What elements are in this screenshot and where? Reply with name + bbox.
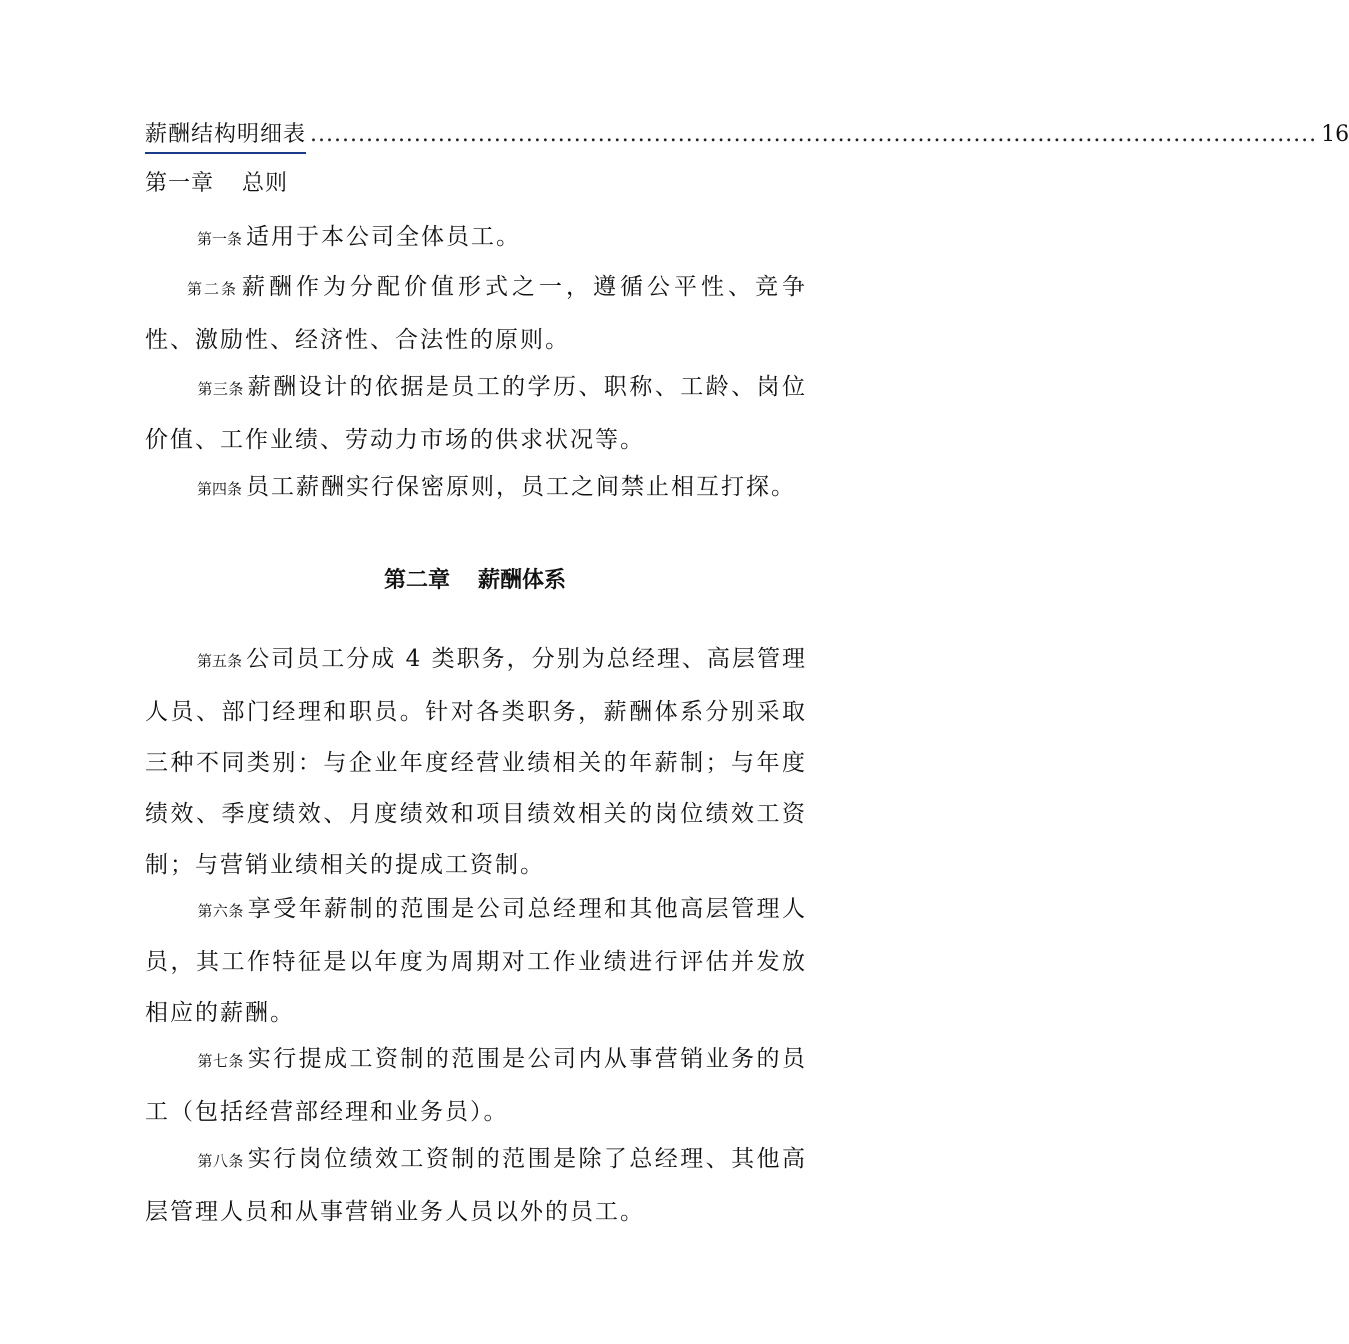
article-2 <box>145 262 807 366</box>
toc-leader-dots: .............................................................................................................................. <box>310 122 1318 147</box>
article-4-label: 第四条 <box>197 480 243 498</box>
article-2-text: 薪酬作为分配价值形式之一，遵循公平性、竞争性、激励性、经济性、合法性的原则。 <box>145 274 807 353</box>
article-6-label: 第六条 <box>197 902 244 920</box>
article-6 <box>145 884 807 1039</box>
article-7-label: 第七条 <box>197 1052 244 1070</box>
chapter-1-title: 总则 <box>242 171 289 196</box>
chapter-1-heading <box>145 167 288 201</box>
article-8-label: 第八条 <box>197 1152 244 1170</box>
article-7-text: 实行提成工资制的范围是公司内从事营销业务的员工（包括经营部经理和业务员）。 <box>145 1046 807 1125</box>
article-5-label: 第五条 <box>197 652 243 670</box>
article-3-text: 薪酬设计的依据是员工的学历、职称、工龄、岗位价值、工作业绩、劳动力市场的供求状况等。 <box>145 374 807 453</box>
article-7 <box>145 1034 807 1138</box>
chapter-2-heading <box>0 562 950 600</box>
article-1-text: 适用于本公司全体员工。 <box>246 224 522 250</box>
chapter-2-title: 薪酬体系 <box>478 568 567 593</box>
article-4 <box>145 462 807 515</box>
article-8 <box>145 1134 807 1238</box>
article-4-text: 员工薪酬实行保密原则，员工之间禁止相互打探。 <box>246 474 797 500</box>
article-8-text: 实行岗位绩效工资制的范围是除了总经理、其他高层管理人员和从事营销业务人员以外的员工。 <box>145 1146 807 1225</box>
article-3-label: 第三条 <box>197 380 244 398</box>
article-2-label: 第二条 <box>185 280 238 298</box>
article-5-text: 公司员工分成 4 类职务，分别为总经理、高层管理人员、部门经理和职员。针对各类职务，薪酬体系分别采取三种不同类别：与企业年度经营业绩相关的年薪制；与年度绩效、季度绩效、月度绩效和项目绩效相关的岗位绩效工资制；与营销业绩相关的提成工资制。 <box>145 646 807 878</box>
article-6-text: 享受年薪制的范围是公司总经理和其他高层管理人员，其工作特征是以年度为周期对工作业绩进行评估并发放相应的薪酬。 <box>145 896 807 1026</box>
article-5 <box>145 634 807 891</box>
article-1-label: 第一条 <box>197 230 243 248</box>
toc-page-number: 16 <box>1321 122 1349 147</box>
toc-entry[interactable] <box>145 118 1349 152</box>
article-3 <box>145 362 807 466</box>
article-1 <box>145 212 807 265</box>
chapter-2-number: 第二章 <box>383 568 450 593</box>
chapter-1-number: 第一章 <box>145 171 215 196</box>
toc-entry-link[interactable]: 薪酬结构明细表 <box>145 118 306 154</box>
